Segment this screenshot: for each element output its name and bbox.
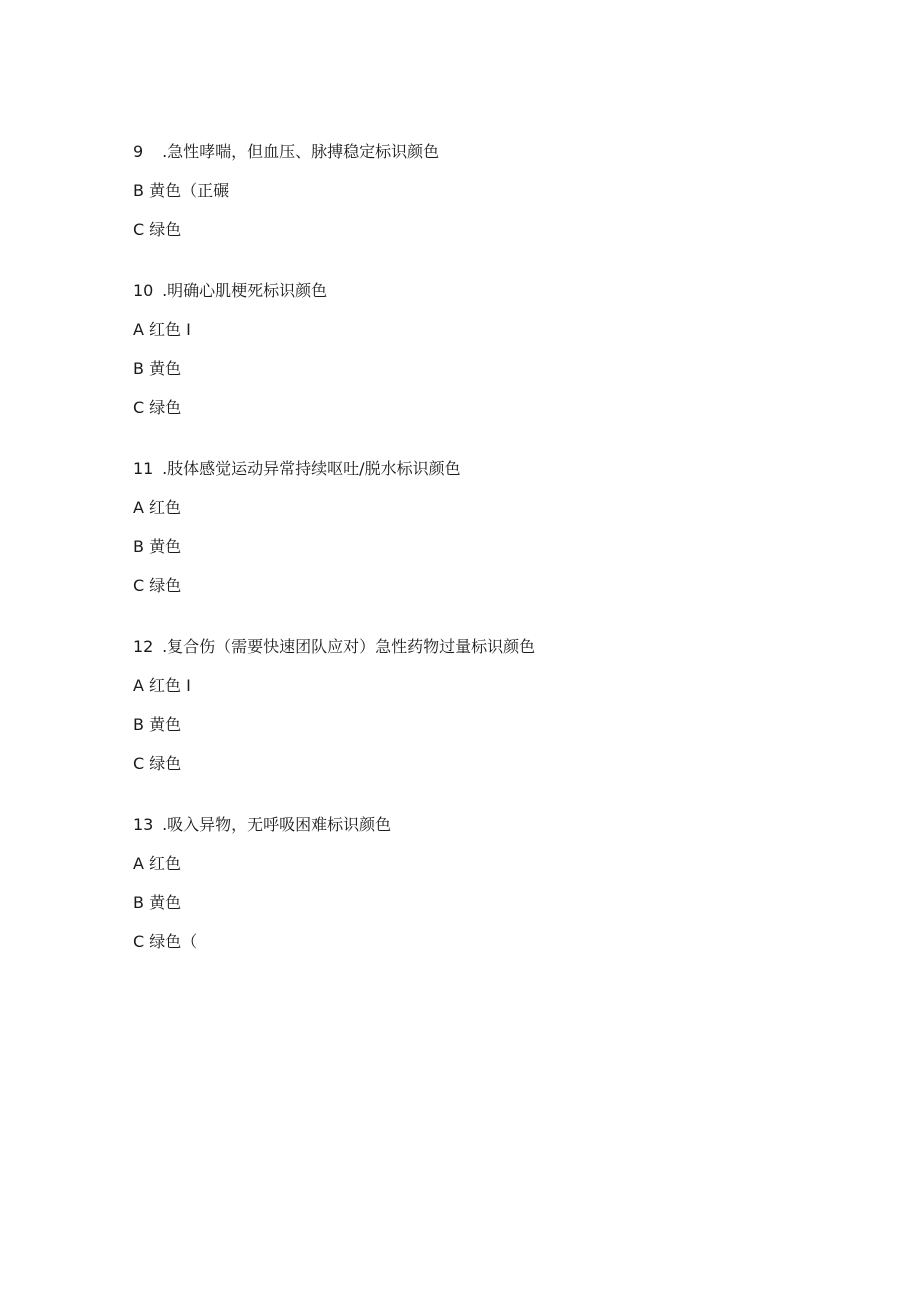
option-text: 黄色（正碾 [149, 181, 230, 200]
option-letter: C [133, 754, 145, 773]
option-letter: C [133, 932, 145, 951]
option-c [133, 396, 833, 420]
option-text: 黄色 [149, 715, 182, 734]
option-letter: C [133, 576, 145, 595]
option-a [133, 496, 833, 520]
question-13 [133, 813, 833, 954]
question-11 [133, 457, 833, 598]
option-b [133, 535, 833, 559]
option-b [133, 357, 833, 381]
question-text: .复合伤（需要快速团队应对）急性药物过量标识颜色 [162, 637, 536, 656]
question-list [133, 140, 833, 991]
option-b [133, 713, 833, 737]
option-letter: B [133, 893, 144, 912]
question-title [133, 140, 833, 164]
option-letter: C [133, 398, 145, 417]
option-a [133, 852, 833, 876]
option-text: 绿色 [149, 220, 182, 239]
question-text: .吸入异物，无呼吸困难标识颜色 [162, 815, 392, 834]
option-letter: A [133, 854, 144, 873]
question-number: 9 [133, 142, 144, 161]
question-title [133, 635, 833, 659]
option-letter: B [133, 537, 144, 556]
option-letter: B [133, 181, 144, 200]
question-12 [133, 635, 833, 776]
option-letter: A [133, 498, 144, 517]
option-text: 绿色 [149, 398, 182, 417]
option-c [133, 218, 833, 242]
option-text: 红色 I [149, 320, 191, 339]
option-letter: A [133, 676, 144, 695]
option-letter: C [133, 220, 145, 239]
question-title [133, 457, 833, 481]
option-letter: A [133, 320, 144, 339]
question-title [133, 279, 833, 303]
option-text: 绿色（ [149, 932, 198, 951]
question-number: 10 [133, 281, 154, 300]
question-9 [133, 140, 833, 242]
option-c [133, 930, 833, 954]
question-text: .明确心肌梗死标识颜色 [162, 281, 328, 300]
option-letter: B [133, 359, 144, 378]
option-c [133, 574, 833, 598]
question-text: .急性哮喘，但血压、脉搏稳定标识颜色 [162, 142, 440, 161]
option-b [133, 891, 833, 915]
option-c [133, 752, 833, 776]
question-text: .肢体感觉运动异常持续呕吐/脱水标识颜色 [162, 459, 461, 478]
option-text: 黄色 [149, 537, 182, 556]
option-text: 黄色 [149, 893, 182, 912]
question-number: 12 [133, 637, 154, 656]
question-10 [133, 279, 833, 420]
option-a [133, 674, 833, 698]
question-title [133, 813, 833, 837]
option-letter: B [133, 715, 144, 734]
option-text: 红色 I [149, 676, 191, 695]
option-text: 红色 [149, 854, 182, 873]
option-a [133, 318, 833, 342]
option-b [133, 179, 833, 203]
option-text: 绿色 [149, 576, 182, 595]
option-text: 绿色 [149, 754, 182, 773]
question-number: 11 [133, 459, 154, 478]
option-text: 黄色 [149, 359, 182, 378]
option-text: 红色 [149, 498, 182, 517]
question-number: 13 [133, 815, 154, 834]
